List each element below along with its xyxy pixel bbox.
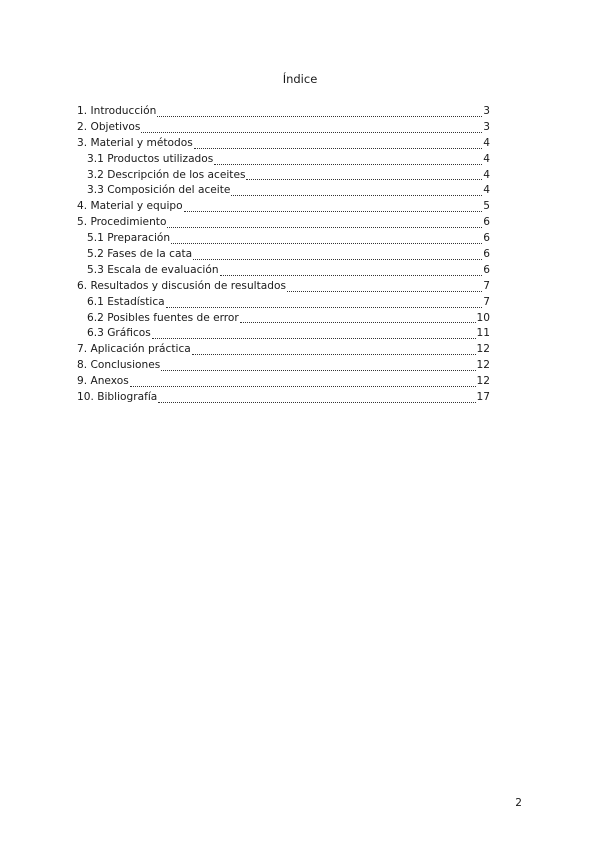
- toc-entry-page: 6: [483, 216, 490, 229]
- table-of-contents: [77, 104, 490, 406]
- toc-entry-page: 6: [483, 248, 490, 260]
- toc-entry-page: 7: [483, 295, 490, 308]
- toc-entry[interactable]: [77, 231, 490, 247]
- toc-entry-label: 9. Anexos: [77, 375, 129, 388]
- toc-entry-page: 17: [476, 391, 490, 404]
- toc-entry[interactable]: [77, 136, 490, 152]
- toc-leader-dots: [192, 353, 476, 355]
- toc-entry[interactable]: [77, 374, 490, 390]
- toc-entry-label: 1. Introducción: [77, 104, 157, 117]
- toc-leader-dots: [141, 131, 482, 133]
- toc-leader-dots: [246, 178, 482, 180]
- toc-entry-page: 4: [483, 168, 490, 181]
- toc-entry-label: 6. Resultados y discusión de resultados: [77, 279, 286, 292]
- toc-entry[interactable]: [77, 120, 490, 136]
- toc-entry-page: 3: [483, 120, 490, 133]
- toc-entry-label: 3.2 Descripción de los aceites: [87, 168, 246, 181]
- toc-entry[interactable]: [77, 215, 490, 231]
- toc-entry[interactable]: [77, 168, 490, 184]
- toc-leader-dots: [194, 147, 483, 149]
- toc-entry-label: 5.3 Escala de evaluación: [87, 263, 219, 276]
- toc-entry-page: 4: [483, 136, 490, 149]
- toc-entry[interactable]: [77, 342, 490, 358]
- toc-entry-page: 7: [483, 279, 490, 292]
- toc-entry-label: 5. Procedimiento: [77, 216, 167, 229]
- toc-entry-page: 6: [483, 263, 490, 276]
- toc-entry-label: 4. Material y equipo: [77, 200, 183, 213]
- toc-entry[interactable]: [77, 183, 490, 199]
- toc-entry-page: 3: [483, 104, 490, 117]
- toc-entry-label: 10. Bibliografía: [77, 391, 158, 404]
- toc-entry-page: 12: [476, 343, 490, 356]
- toc-title: Índice: [282, 72, 318, 86]
- toc-entry-page: 12: [476, 375, 490, 388]
- toc-leader-dots: [161, 369, 475, 371]
- toc-entry[interactable]: [77, 311, 490, 327]
- toc-leader-dots: [240, 321, 476, 323]
- toc-entry[interactable]: [77, 295, 490, 311]
- toc-leader-dots: [184, 210, 483, 212]
- toc-entry-label: 8. Conclusiones: [77, 359, 161, 372]
- toc-entry-label: 7. Aplicación práctica: [77, 343, 191, 356]
- toc-leader-dots: [231, 194, 482, 196]
- toc-leader-dots: [171, 242, 482, 244]
- toc-entry[interactable]: [77, 199, 490, 215]
- toc-entry-label: 3.1 Productos utilizados: [87, 152, 214, 165]
- toc-entry[interactable]: [77, 390, 490, 406]
- toc-leader-dots: [214, 163, 482, 165]
- toc-entry-page: 6: [483, 232, 490, 245]
- toc-entry-page: 5: [483, 200, 490, 213]
- toc-entry[interactable]: [77, 263, 490, 279]
- toc-entry-label: 5.1 Preparación: [87, 232, 171, 245]
- toc-entry[interactable]: [77, 152, 490, 168]
- toc-entry[interactable]: [77, 279, 490, 295]
- toc-entry-page: 12: [476, 359, 490, 372]
- toc-leader-dots: [166, 306, 483, 308]
- toc-leader-dots: [287, 290, 482, 292]
- toc-entry-page: 11: [476, 327, 490, 340]
- toc-entry-label: 6.2 Posibles fuentes de error: [87, 311, 239, 324]
- toc-leader-dots: [167, 226, 482, 228]
- toc-entry-page: 10: [476, 311, 490, 324]
- toc-leader-dots: [157, 115, 482, 117]
- toc-entry[interactable]: [77, 247, 490, 263]
- toc-entry[interactable]: [77, 326, 490, 342]
- toc-leader-dots: [152, 337, 476, 339]
- toc-entry-label: 2. Objetivos: [77, 120, 141, 133]
- toc-leader-dots: [193, 258, 482, 260]
- toc-entry-label: 3. Material y métodos: [77, 136, 193, 149]
- toc-leader-dots: [220, 274, 483, 276]
- toc-entry-label: 5.2 Fases de la cata: [87, 248, 193, 260]
- toc-entry-label: 3.3 Composición del aceite: [87, 184, 231, 197]
- toc-entry[interactable]: [77, 104, 490, 120]
- page-number: 2: [515, 797, 522, 809]
- toc-entry[interactable]: [77, 358, 490, 374]
- toc-entry-label: 6.3 Gráficos: [87, 327, 151, 340]
- toc-leader-dots: [158, 401, 475, 403]
- toc-entry-page: 4: [483, 152, 490, 165]
- toc-leader-dots: [130, 385, 476, 387]
- toc-entry-page: 4: [483, 184, 490, 197]
- toc-entry-label: 6.1 Estadística: [87, 295, 165, 308]
